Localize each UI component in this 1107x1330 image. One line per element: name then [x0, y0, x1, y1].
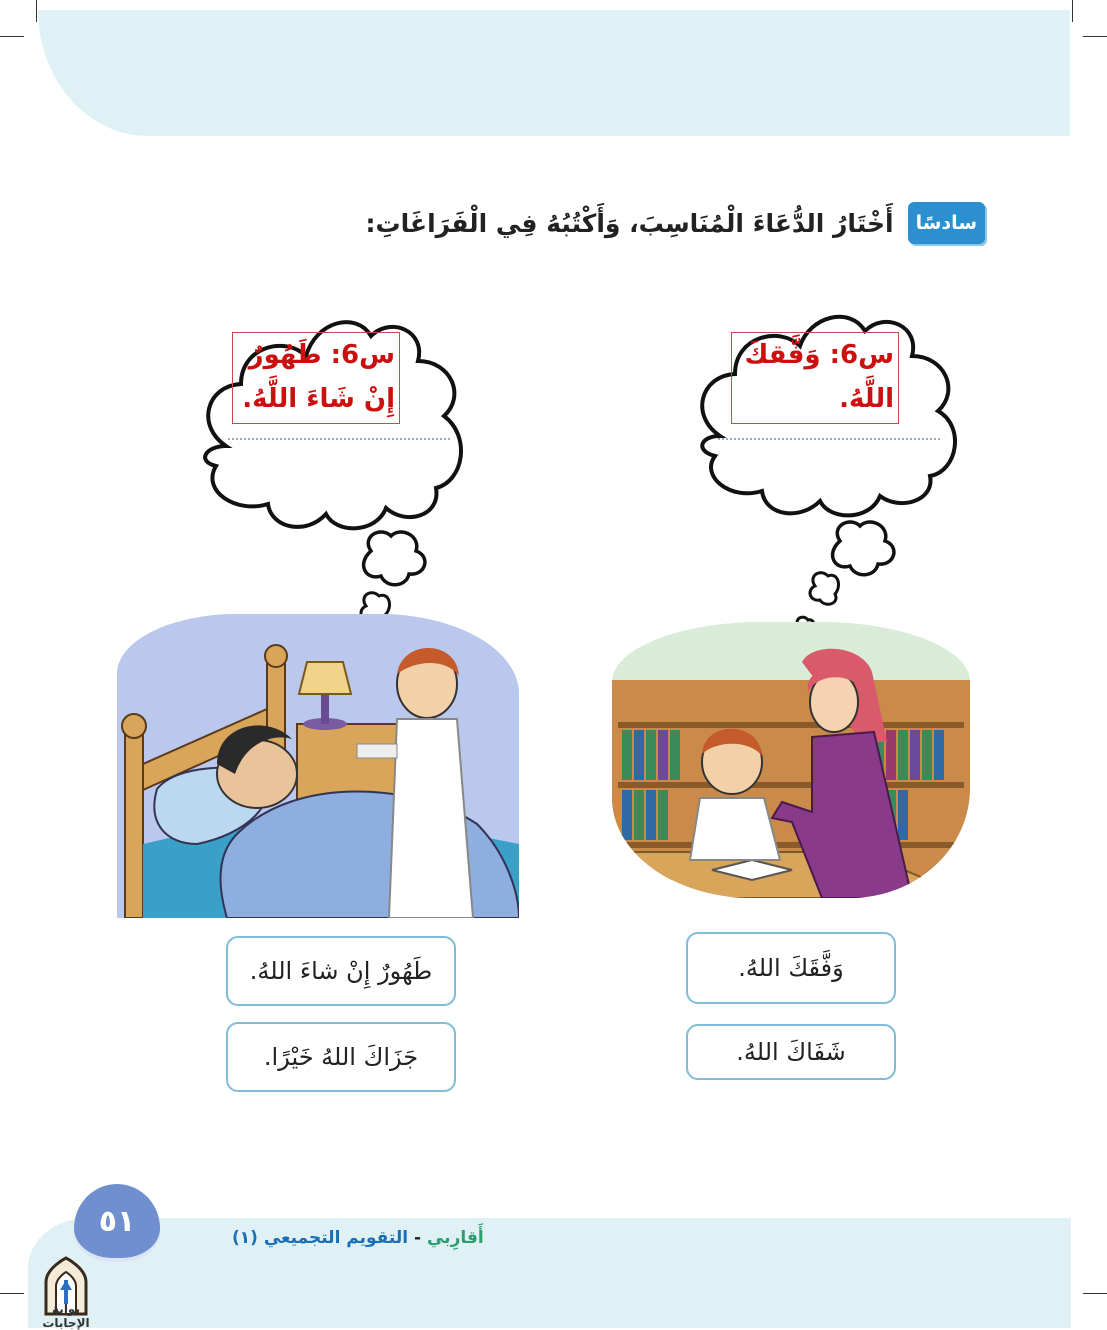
choice-box-left-1: طَهُورٌ إِنْ شاءَ اللهُ.: [226, 936, 456, 1006]
sick-man-illustration: [117, 614, 519, 918]
logo-text: بوابة الإجابات: [42, 1302, 90, 1330]
crop-mark: [1072, 0, 1073, 22]
choice-box-right-1: وَفَّقَكَ اللهُ.: [686, 932, 896, 1004]
instruction-text: أَخْتَارُ الدُّعَاءَ الْمُنَاسِبَ، وَأَكْتُبُهُ فِي الْفَرَاغَاتِ:: [365, 208, 894, 238]
footer-separator: -: [414, 1228, 422, 1248]
bedroom-scene: [117, 614, 519, 918]
answer-line-left: [228, 438, 450, 440]
page-number: ٥١: [74, 1184, 160, 1258]
crop-mark: [36, 0, 37, 22]
footer-band: [28, 1218, 1071, 1328]
answer-box-left: س6: طَهُورٌ إِنْ شَاءَ اللَّهُ.: [232, 332, 400, 424]
book-title: أَقارِبي: [426, 1228, 484, 1248]
unit-title: التقويم التجميعي (١): [232, 1228, 409, 1248]
exercise-title: [365, 193, 985, 253]
section-badge: سادسًا: [908, 202, 985, 244]
header-band: [38, 10, 1070, 136]
crop-mark: [1083, 36, 1107, 37]
library-scene: [612, 622, 970, 898]
answer-line-right: [718, 438, 940, 440]
crop-mark: [0, 1293, 24, 1294]
choice-box-left-2: جَزَاكَ اللهُ خَيْرًا.: [226, 1022, 456, 1092]
crop-mark: [0, 36, 24, 37]
answer-box-right: س6: وَفَّقكَ اللَّهُ.: [731, 332, 899, 424]
choice-box-right-2: شَفَاكَ اللهُ.: [686, 1024, 896, 1080]
footer-title: [232, 1228, 484, 1248]
crop-mark: [1083, 1293, 1107, 1294]
studying-boy-illustration: [612, 622, 970, 898]
